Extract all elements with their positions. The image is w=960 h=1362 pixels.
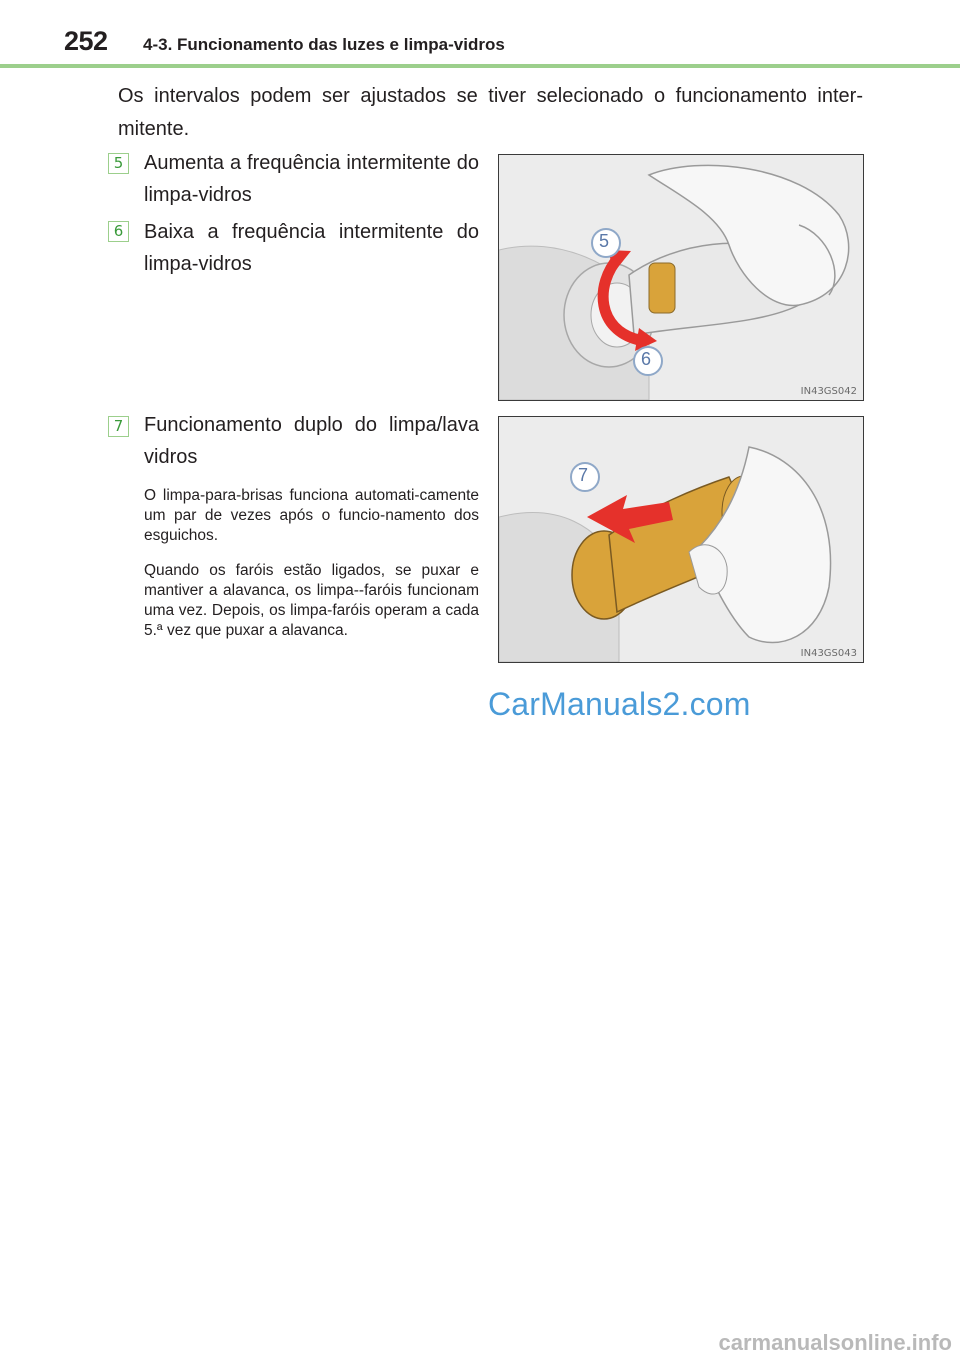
figure-double-wash — [498, 416, 864, 663]
note-paragraph: Quando os faróis estão ligados, se puxar e mantiver a alavanca, os limpa--faróis funcionam uma vez. Depois, os limpa-faróis operam a cada 5.ª vez que puxar a alavanca. — [144, 562, 479, 639]
page-number: 252 — [64, 26, 108, 56]
figure-code: IN43GS043 — [800, 648, 857, 659]
site-watermark: CarManuals2.com — [488, 686, 751, 722]
figure-code: IN43GS042 — [800, 386, 857, 397]
item-text: Aumenta a frequência intermitente do limpa-vidros — [144, 152, 479, 206]
callout-label: 5 — [599, 231, 610, 251]
item-text: Funcionamento duplo do limpa/lava vidros — [144, 414, 479, 468]
item-number-badge: 6 — [108, 221, 129, 242]
callout-label: 6 — [641, 349, 652, 369]
section-title: 4-3. Funcionamento das luzes e limpa-vidros — [143, 35, 505, 54]
callout-label: 7 — [578, 465, 589, 485]
item-text: Baixa a frequência intermitente do limpa-vidros — [144, 221, 479, 275]
washer-lever-illustration — [499, 417, 863, 662]
item-number-badge: 5 — [108, 153, 129, 174]
item-number-badge: 7 — [108, 416, 129, 437]
wiper-lever-illustration — [499, 155, 863, 400]
note-paragraph: O limpa-para-brisas funciona automati-camente um par de vezes após o funcio-namento dos esguichos. — [144, 487, 479, 544]
footer-watermark: carmanualsonline.info — [718, 1330, 952, 1355]
figure-wiper-frequency — [498, 154, 864, 401]
header-rule — [0, 64, 960, 68]
intro-text: Os intervalos podem ser ajustados se tiver selecionado o funcionamento inter-mitente. — [118, 85, 863, 140]
